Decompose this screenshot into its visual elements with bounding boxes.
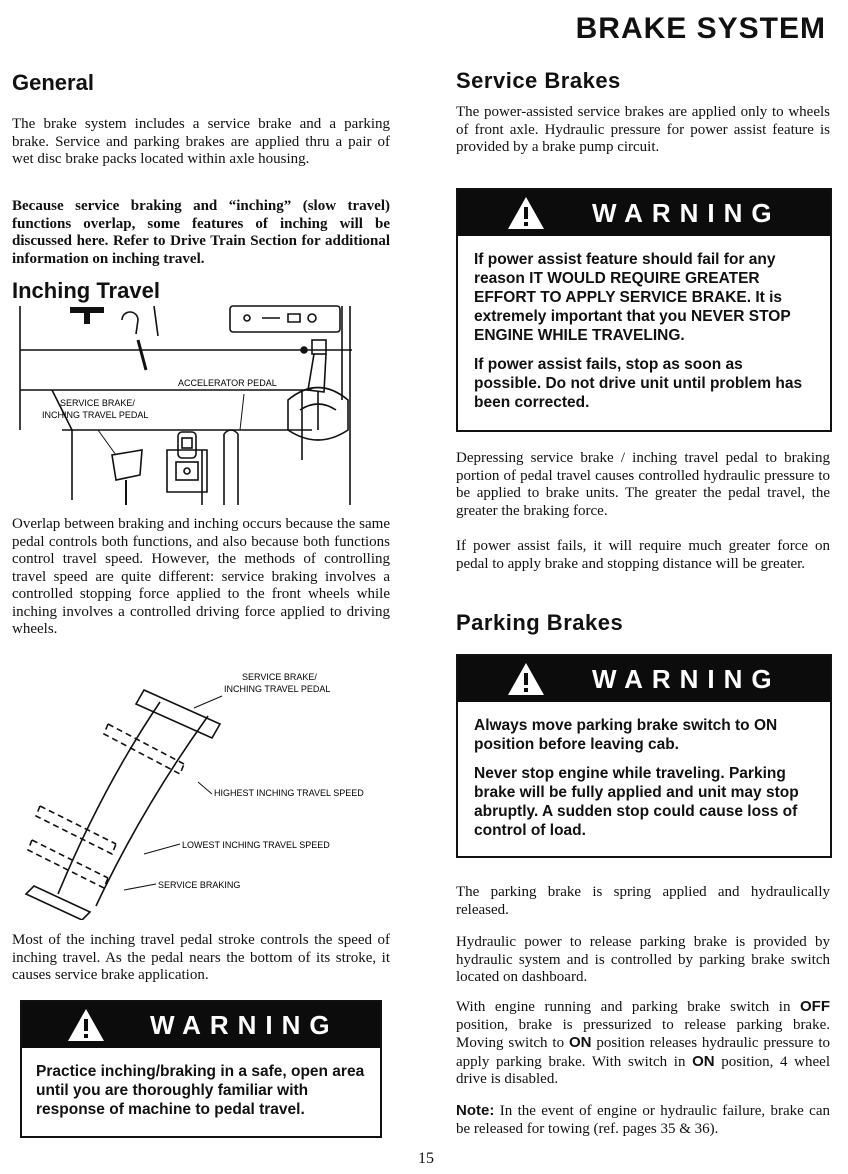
warning-triangle-icon	[506, 195, 546, 231]
service-warning-text-1: If power assist feature should fail for any reason IT WOULD REQUIRE GREATER EFFORT TO APPLY SERVICE BRAKE. It is extremely important that you NEVER STOP ENGINE WHILE TRAVELING.	[474, 251, 791, 344]
general-paragraph-1: The brake system includes a service brake and a parking brake. Service and parking brakes are applied thru a pair of wet disc brake packs located within axle housing.	[12, 116, 390, 167]
service-braking-label: SERVICE BRAKING	[158, 880, 241, 890]
p3-part-c: position releases hydraulic pressure to apply parking brake. With switch in	[456, 1035, 830, 1070]
warning-label: WARNING	[592, 198, 781, 228]
p3-part-d: position, 4 wheel drive is disabled.	[456, 1053, 830, 1087]
pedal-stroke-figure	[12, 668, 392, 920]
general-heading: General	[12, 70, 94, 95]
warning-header	[458, 190, 830, 236]
pedal-cab-figure	[12, 300, 392, 514]
parking-warning-text-1: Always move parking brake switch to ON position before leaving cab.	[474, 717, 778, 753]
warning-header	[458, 656, 830, 702]
note-text: In the event of engine or hydraulic failure, brake can be released for towing (ref. pages 35 & 36).	[456, 1103, 830, 1137]
inching-paragraph-2: Most of the inching travel pedal stroke controls the speed of inching travel. As the pedal nears the bottom of its stroke, it causes service brake application.	[12, 932, 390, 983]
warning-label: WARNING	[150, 1010, 339, 1040]
parking-warning-box	[456, 654, 832, 858]
service-brake-label-line2: INCHING TRAVEL PEDAL	[42, 410, 149, 420]
warning-label: WARNING	[592, 664, 781, 694]
parking-paragraph-1: The parking brake is spring applied and hydraulically released.	[456, 884, 830, 918]
page-title: BRAKE SYSTEM	[575, 12, 826, 45]
service-brakes-paragraph-2: Depressing service brake / inching travel pedal to braking portion of pedal travel causes controlled hydraulic pressure to be applied to brake units. The greater the pedal travel, the greater the braking force.	[456, 450, 830, 519]
parking-brakes-heading: Parking Brakes	[456, 610, 624, 635]
lowest-speed-label: LOWEST INCHING TRAVEL SPEED	[182, 840, 330, 850]
off-keyword: OFF	[800, 998, 830, 1015]
page-number: 15	[418, 1150, 434, 1167]
inching-warning-box	[20, 1000, 382, 1138]
highest-speed-label: HIGHEST INCHING TRAVEL SPEED	[214, 788, 364, 798]
p3-part-a: With engine running and parking brake switch in	[456, 999, 800, 1015]
inching-warning-text: Practice inching/braking in a safe, open area until you are thoroughly familiar with response of machine to pedal travel.	[36, 1063, 365, 1118]
service-brakes-paragraph: The power-assisted service brakes are applied only to wheels of front axle. Hydraulic pressure for power assist feature is provided by a brake pump circuit.	[456, 104, 830, 155]
service-brakes-paragraph-3: If power assist fails, it will require much greater force on pedal to apply brake and stopping distance will be greater.	[456, 538, 830, 572]
service-brakes-heading: Service Brakes	[456, 68, 621, 93]
on-keyword: ON	[568, 1034, 592, 1051]
service-warning-text-2: If power assist fails, stop as soon as possible. Do not drive unit until problem has been corrected.	[474, 356, 803, 411]
parking-paragraph-2: Hydraulic power to release parking brake is provided by hydraulic system and is controlled by parking brake switch located on dashboard.	[456, 934, 830, 985]
warning-triangle-icon	[66, 1007, 106, 1043]
warning-triangle-icon	[506, 661, 546, 697]
service-brake-label-line1: SERVICE BRAKE/	[60, 398, 135, 408]
parking-paragraph-3	[456, 998, 830, 1089]
p3-part-b: position, brake is pressurized to release parking brake. Moving switch to	[456, 1016, 830, 1051]
note-label: Note:	[456, 1102, 495, 1119]
inching-paragraph: Overlap between braking and inching occurs because the same pedal controls both functions, and also because both functions control travel speed. However, the methods of controlling travel speed are quite different: service braking involves a controlled stopping force applied to the front wheels while inching involves a controlled driving force applied to driving wheels.	[12, 516, 390, 637]
warning-header	[22, 1002, 380, 1048]
general-paragraph-2: Because service braking and “inching” (slow travel) functions overlap, some features of inching will be discussed here. Refer to Drive Train Section for additional information on inching travel.	[12, 198, 390, 267]
parking-warning-text-2: Never stop engine while traveling. Parking brake will be fully applied and unit may stop abruptly. A sudden stop could cause loss of control of load.	[474, 765, 799, 839]
service-warning-box	[456, 188, 832, 432]
pedal-label-line2: INCHING TRAVEL PEDAL	[224, 684, 331, 694]
inching-heading: Inching Travel	[12, 278, 160, 303]
on-keyword-2: ON	[692, 1052, 715, 1070]
accelerator-pedal-label: ACCELERATOR PEDAL	[178, 378, 277, 388]
pedal-label-line1: SERVICE BRAKE/	[242, 672, 317, 682]
parking-note	[456, 1102, 830, 1138]
